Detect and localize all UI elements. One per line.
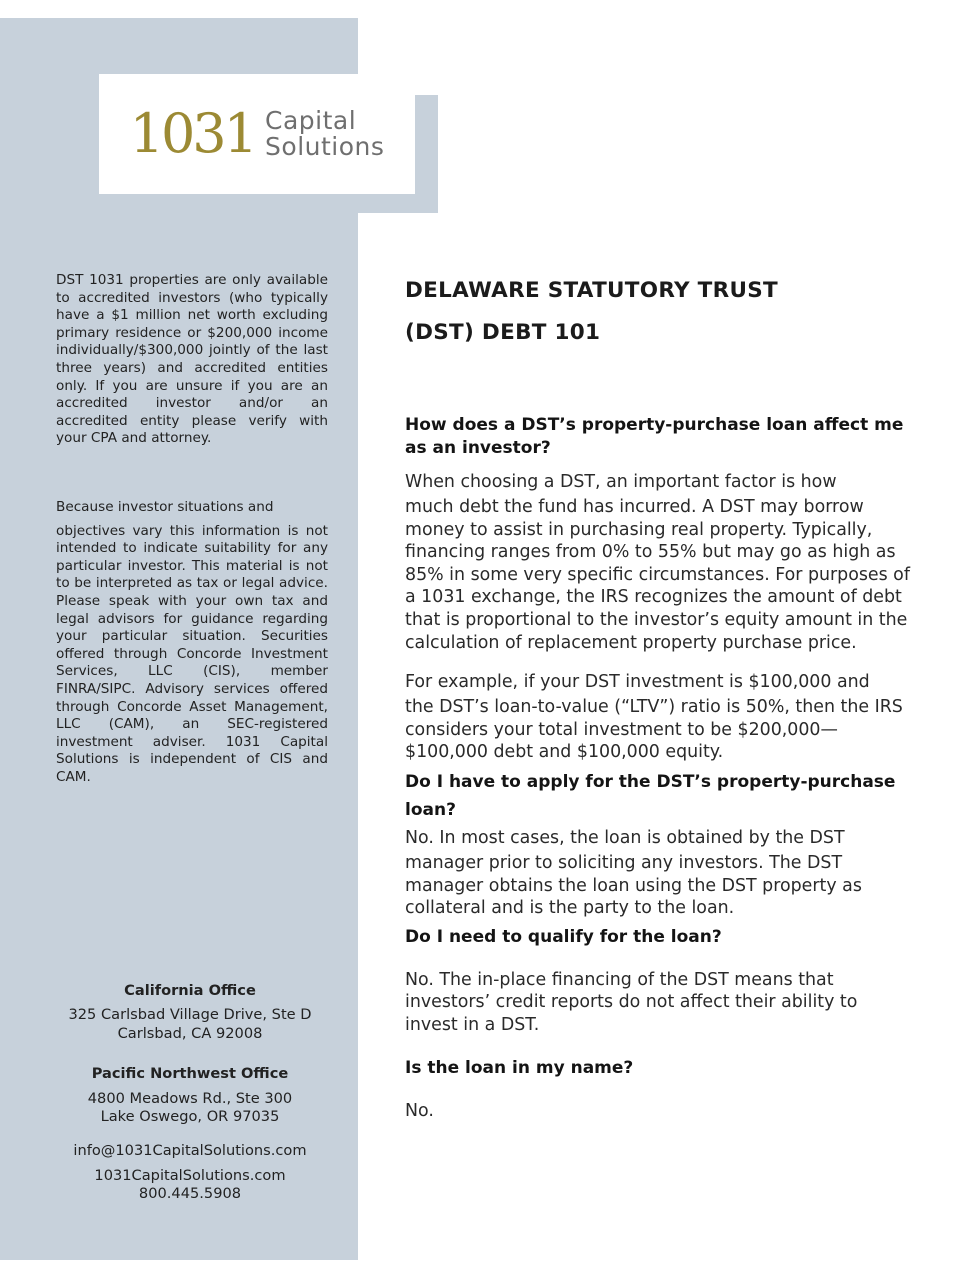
example-paragraph xyxy=(405,668,910,764)
company-logo xyxy=(99,74,415,194)
california-address-line1: 325 Carlsbad Village Drive, Ste D xyxy=(68,1006,312,1024)
website-link[interactable]: 1031CapitalSolutions.com xyxy=(94,1166,286,1184)
answer-apply-loan xyxy=(405,824,910,920)
northwest-address-line1: 4800 Meadows Rd., Ste 300 xyxy=(87,1089,293,1107)
northwest-office-name: Pacific Northwest Office xyxy=(91,1065,289,1083)
california-address-line2: Carlsbad, CA 92008 xyxy=(117,1024,263,1042)
northwest-address-line2: Lake Oswego, OR 97035 xyxy=(100,1108,280,1126)
california-office-name: California Office xyxy=(124,982,256,999)
article xyxy=(405,270,910,1122)
question-apply-loan-line1: Do I have to apply for the DST’s property-purchase xyxy=(405,771,896,792)
answer-apply-loan-first: No. In most cases, the loan is obtained by the DST xyxy=(405,827,845,848)
example-rest: the DST’s loan-to-value (“LTV”) ratio is 50%, then the IRS considers your total investment to be $200,000—$100,000 debt and $100,000 equity. xyxy=(405,697,903,763)
answer-apply-loan-rest: manager prior to soliciting any investors. The DST manager obtains the loan using the DST property as collateral and is the party to the loan. xyxy=(405,852,862,919)
contact-links xyxy=(40,1142,340,1203)
answer-loan-effect-rest: much debt the fund has incurred. A DST may borrow money to assist in purchasing real property. Typically, financing ranges from 0% to 55% but may go as high as 85% in some very specific circumstances. For purposes of a 1031 exchange, the IRS recognizes the amount of debt that is proportional to the investor’s equity amount in the calculation of replacement property purchase price. xyxy=(405,497,910,653)
disclosure-text: DST 1031 properties are only available to accredited investors (who typically have a $1 million net worth excluding primary residence or $200,000 income individually/$300,000 jointly of the last three years) and accredited entities only. If you are unsure if you are an accredited investor and/or an accredited entity please verify with your CPA and attorney. xyxy=(56,272,328,447)
legal-notice xyxy=(56,499,328,787)
answer-qualify: No. The in-place financing of the DST means that investors’ credit reports do not affect their ability to invest in a DST. xyxy=(405,969,858,1035)
answer-loan-effect xyxy=(405,468,910,654)
california-office xyxy=(40,982,340,1043)
notice-lead: Because investor situations and xyxy=(56,499,274,515)
accreditation-disclosure xyxy=(56,272,328,448)
notice-body: objectives vary this information is not intended to indicate suitability for any particular investor. This material is not to be interpreted as tax or legal advice. Please speak with your own tax and legal advisors for guidance regarding your particular situation. Securities offered through Concorde Investment Services, LLC (CIS), member FINRA/SIPC. Advisory services offered through Concorde Asset Management, LLC (CAM), an SEC-registered investment adviser. 1031 Capital Solutions is independent of CIS and CAM. xyxy=(56,522,328,785)
logo-wordmark xyxy=(265,108,384,160)
logo-word-solutions: Solutions xyxy=(265,132,385,161)
answer-loan-effect-first: When choosing a DST, an important factor is how xyxy=(405,472,837,492)
northwest-office xyxy=(40,1065,340,1126)
email-link[interactable]: info@1031CapitalSolutions.com xyxy=(73,1142,307,1160)
logo-number: 1031 xyxy=(129,102,256,165)
contact-info xyxy=(40,982,340,1204)
question-apply-loan-line2: loan? xyxy=(405,799,456,820)
answer-loan-name: No. xyxy=(405,1100,434,1121)
page-title xyxy=(405,270,910,354)
example-first: For example, if your DST investment is $100,000 and xyxy=(405,672,870,693)
title-line2: (DST) DEBT 101 xyxy=(405,320,601,345)
question-qualify: Do I need to qualify for the loan? xyxy=(405,926,722,947)
title-line1: DELAWARE STATUTORY TRUST xyxy=(405,278,779,303)
question-loan-effect: How does a DST’s property-purchase loan affect me as an investor? xyxy=(405,415,904,458)
phone-number[interactable]: 800.445.5908 xyxy=(138,1185,242,1203)
question-apply-loan xyxy=(405,768,910,824)
question-loan-name: Is the loan in my name? xyxy=(405,1057,634,1078)
logo-word-capital: Capital xyxy=(265,106,357,135)
